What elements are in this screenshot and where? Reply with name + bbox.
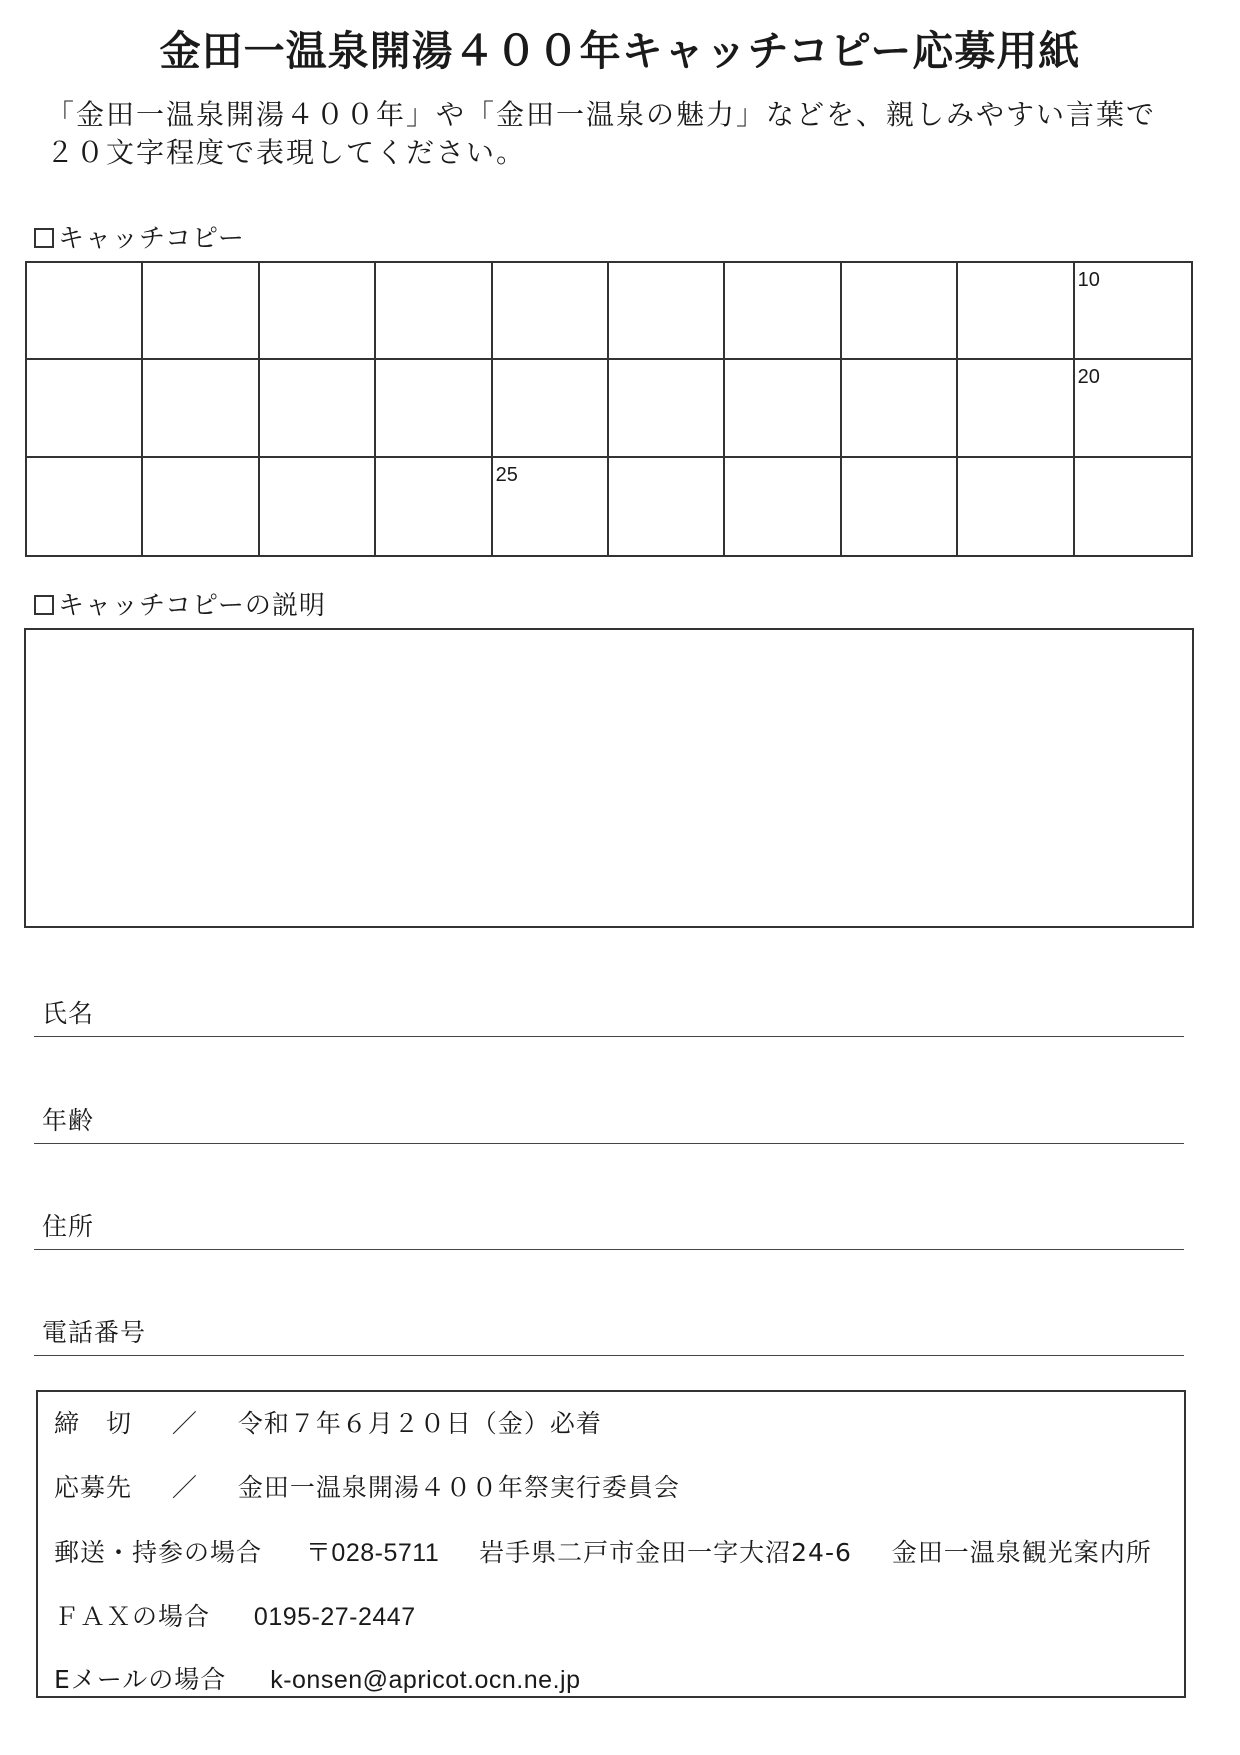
email-row <box>54 1660 580 1696</box>
submission-info-box <box>36 1390 1186 1698</box>
grid-cell[interactable] <box>27 263 143 360</box>
grid-cell[interactable] <box>493 263 609 360</box>
grid-cell[interactable] <box>958 360 1074 457</box>
mail-address: 岩手県二戸市金田一字大沼24-6 <box>479 1538 852 1567</box>
grid-cell-number: 20 <box>1077 366 1100 389</box>
grid-cell[interactable] <box>725 458 841 555</box>
grid-cell[interactable] <box>1075 360 1191 457</box>
grid-cell[interactable] <box>376 263 492 360</box>
grid-cell[interactable] <box>958 458 1074 555</box>
deadline-label: 締 切 <box>54 1409 133 1438</box>
grid-cell[interactable] <box>143 458 259 555</box>
grid-cell[interactable] <box>842 360 958 457</box>
grid-cell[interactable] <box>27 458 143 555</box>
grid-cell[interactable] <box>842 263 958 360</box>
grid-cell[interactable] <box>143 263 259 360</box>
grid-cell[interactable] <box>260 263 376 360</box>
grid-cell[interactable] <box>958 263 1074 360</box>
grid-cell[interactable] <box>260 360 376 457</box>
instructions-line-1: 「金田一温泉開湯４００年」や「金田一温泉の魅力」などを、親しみやすい言葉で <box>46 98 1157 131</box>
description-section-label <box>34 585 326 622</box>
recipient-row <box>54 1468 680 1504</box>
fax-row <box>54 1597 416 1633</box>
recipient-label: 応募先 <box>54 1473 133 1502</box>
grid-cell[interactable] <box>493 458 609 555</box>
grid-cell[interactable] <box>1075 458 1191 555</box>
mail-label: 郵送・持参の場合 <box>54 1538 263 1567</box>
grid-cell[interactable] <box>260 458 376 555</box>
instructions-line-2: ２０文字程度で表現してください。 <box>46 136 527 169</box>
catchcopy-label: キャッチコピー <box>58 224 245 254</box>
instructions <box>46 96 1206 172</box>
grid-cell[interactable] <box>376 360 492 457</box>
grid-cell[interactable] <box>609 360 725 457</box>
grid-cell[interactable] <box>376 458 492 555</box>
phone-field-label: 電話番号 <box>42 1318 147 1347</box>
mail-office: 金田一温泉観光案内所 <box>891 1538 1152 1567</box>
deadline-separator: ／ <box>171 1409 198 1438</box>
grid-cell-number: 10 <box>1077 269 1100 291</box>
address-field[interactable] <box>34 1205 1184 1250</box>
email-address: k-onsen@apricot.ocn.ne.jp <box>270 1666 581 1694</box>
catchcopy-section-label <box>34 218 245 255</box>
description-label: キャッチコピーの説明 <box>58 591 326 621</box>
grid-cell-number: 25 <box>495 463 518 486</box>
grid-cell[interactable] <box>493 360 609 457</box>
grid-cell[interactable] <box>27 360 143 457</box>
fax-label: ＦＡＸの場合 <box>54 1602 211 1631</box>
age-field[interactable] <box>34 1099 1184 1144</box>
description-checkbox-icon <box>34 595 54 615</box>
age-field-label: 年齢 <box>42 1106 95 1135</box>
mail-postal-code: 〒028-5711 <box>305 1539 440 1567</box>
catchcopy-checkbox-icon <box>34 228 54 248</box>
mail-row <box>54 1533 1152 1569</box>
grid-cell[interactable] <box>609 263 725 360</box>
page-title: 金田一温泉開湯４００年キャッチコピー応募用紙 <box>159 27 1081 75</box>
grid-cell[interactable] <box>609 458 725 555</box>
recipient-value: 金田一温泉開湯４００年祭実行委員会 <box>237 1473 680 1502</box>
name-field-label: 氏名 <box>42 999 95 1028</box>
deadline-row <box>54 1404 602 1440</box>
catchcopy-grid[interactable] <box>25 261 1193 557</box>
description-textarea[interactable] <box>24 628 1194 928</box>
grid-cell[interactable] <box>725 360 841 457</box>
grid-cell[interactable] <box>143 360 259 457</box>
name-field[interactable] <box>34 992 1184 1037</box>
deadline-value: 令和７年６月２０日（金）必着 <box>237 1409 602 1438</box>
phone-field[interactable] <box>34 1311 1184 1356</box>
address-field-label: 住所 <box>42 1212 95 1241</box>
grid-cell[interactable] <box>842 458 958 555</box>
grid-cell[interactable] <box>725 263 841 360</box>
recipient-separator: ／ <box>171 1473 198 1502</box>
fax-number: 0195-27-2447 <box>253 1603 416 1631</box>
email-label: Eメールの場合 <box>54 1665 227 1694</box>
grid-cell[interactable] <box>1075 263 1191 360</box>
